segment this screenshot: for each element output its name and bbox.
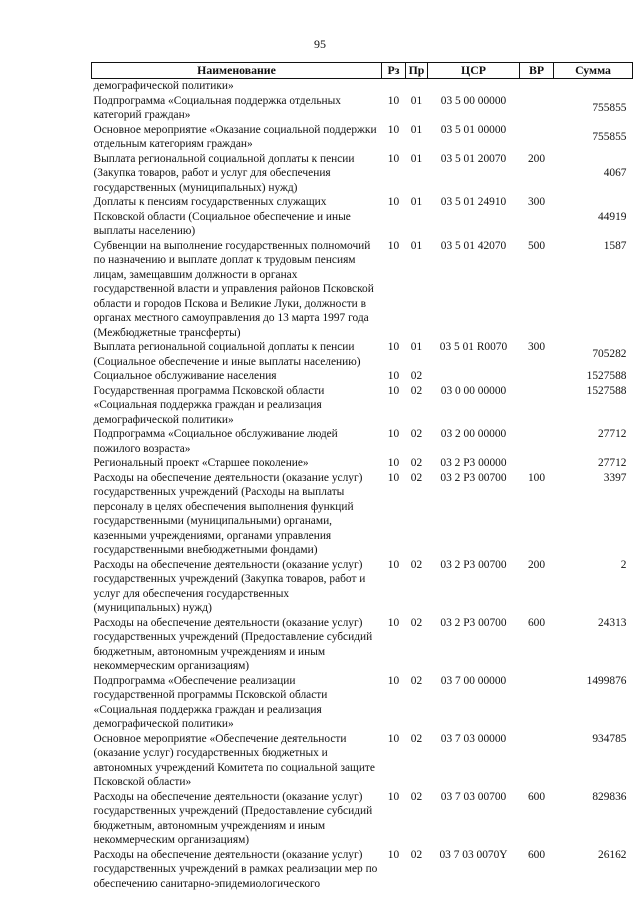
row-vr: 500 [527, 239, 546, 252]
table-row [92, 471, 633, 558]
row-name: Выплата региональной социальной доплаты к пенсии (Социальное обеспечение и иные выплаты населению) [93, 341, 361, 368]
row-pr: 02 [410, 732, 423, 745]
row-csr: 03 2 P3 00700 [440, 558, 507, 571]
row-csr: 03 2 00 00000 [440, 428, 507, 440]
row-csr: 03 5 01 R0070 [439, 341, 508, 353]
table-row [92, 340, 633, 369]
row-pr: 02 [410, 674, 423, 687]
row-pr: 01 [410, 341, 423, 353]
row-vr [520, 123, 554, 152]
table-header [92, 63, 633, 79]
row-sum: 1587 [603, 239, 627, 252]
row-csr: 03 2 P3 00000 [440, 457, 507, 469]
table-row [92, 456, 633, 471]
table-row [92, 94, 633, 123]
row-vr: 600 [527, 790, 546, 803]
row-name: Региональный проект «Старшее поколение» [93, 457, 309, 469]
row-pr: 02 [410, 370, 423, 382]
table-row [92, 123, 633, 152]
page-number: 95 [314, 37, 326, 51]
row-rz: 10 [387, 196, 400, 208]
row-sum: 755855 [592, 130, 627, 143]
table-row [92, 848, 633, 892]
row-name: Выплата региональной социальной доплаты к пенсии (Закупка товаров, работ и услуг для обеспечения государственных (муниципальных) нужд) [93, 152, 355, 194]
row-vr: 300 [527, 341, 546, 353]
row-sum: 26162 [598, 848, 627, 861]
row-sum: 27712 [598, 457, 627, 469]
row-rz: 10 [387, 239, 400, 252]
row-csr [428, 79, 520, 94]
row-csr: 03 7 03 00700 [440, 790, 507, 803]
row-name: Субвенции на выполнение государственных полномочий по назначению и выплате доплат к трудовым пенсиям лицам, замещавшим должности в органах государственной власти и управления районов Псковской области и городов Пскова и Великие Луки, должности в органах местного самоуправления до 13 марта 1997 года (Межбюджетные трансферты) [93, 239, 374, 339]
row-sum: 755855 [592, 101, 627, 114]
row-sum: 829836 [592, 790, 627, 803]
header-vr: ВР [520, 63, 554, 79]
row-rz: 10 [387, 674, 400, 687]
row-pr: 01 [410, 94, 423, 107]
row-pr: 01 [410, 152, 423, 165]
row-rz: 10 [387, 457, 400, 469]
table-row [92, 790, 633, 848]
row-sum: 3397 [603, 471, 627, 484]
row-sum: 2 [620, 558, 627, 571]
row-rz: 10 [387, 848, 400, 861]
row-pr: 02 [410, 616, 423, 629]
table-row [92, 79, 633, 94]
row-csr: 03 5 00 00000 [440, 94, 507, 107]
table-body [92, 79, 633, 892]
row-sum: 4067 [603, 167, 627, 179]
row-sum: 705282 [592, 348, 627, 361]
row-csr: 03 5 01 24910 [440, 196, 507, 208]
row-rz [382, 79, 406, 94]
row-vr [520, 94, 554, 123]
row-rz: 10 [387, 94, 400, 107]
row-pr: 02 [410, 384, 423, 397]
row-name: Расходы на обеспечение деятельности (оказание услуг) государственных учреждений (Закупка товаров, работ и услуг для обеспечения государственных (муниципальных) нужд) [93, 558, 366, 614]
table-row [92, 732, 633, 790]
row-vr [520, 674, 554, 732]
table-row [92, 616, 633, 674]
row-vr: 300 [527, 196, 546, 208]
row-name: Доплаты к пенсиям государственных служащих Псковской области (Социальное обеспечение и иные выплаты населению) [93, 196, 351, 237]
header-name: Наименование [92, 63, 382, 79]
row-csr: 03 7 03 00000 [440, 732, 507, 745]
row-name: Основное мероприятие «Обеспечение деятельности (оказание услуг) государственных бюджетных и автономных учреждений Комитета по социальной защите Псковской области» [93, 732, 375, 788]
table-row [92, 384, 633, 428]
row-name: Государственная программа Псковской области «Социальная поддержка граждан и реализация демографической политики» [93, 384, 325, 426]
row-sum: 934785 [592, 732, 627, 745]
row-sum: 1499876 [586, 674, 627, 687]
row-csr: 03 7 03 0070Y [439, 848, 508, 861]
row-sum: 24313 [598, 616, 627, 629]
row-vr [520, 456, 554, 471]
row-sum: 27712 [598, 428, 627, 440]
row-rz: 10 [387, 558, 400, 571]
table-row [92, 152, 633, 196]
row-vr: 200 [527, 152, 546, 165]
row-csr: 03 5 01 42070 [440, 239, 507, 252]
row-rz: 10 [387, 471, 400, 484]
row-csr: 03 7 00 00000 [440, 674, 507, 687]
row-sum [554, 79, 633, 94]
row-pr: 02 [410, 848, 423, 861]
row-rz: 10 [387, 370, 400, 382]
row-rz: 10 [387, 428, 400, 440]
row-name: Основное мероприятие «Оказание социальной поддержки отдельным категориям граждан» [93, 123, 377, 150]
table-row [92, 195, 633, 239]
row-pr: 02 [410, 471, 423, 484]
header-pr: Пр [406, 63, 428, 79]
row-sum: 1527588 [586, 370, 627, 382]
row-name: Расходы на обеспечение деятельности (оказание услуг) государственных учреждений (Предоставление субсидий бюджетным, автономным учреждениям и иным некоммерческим организациям) [93, 616, 373, 672]
row-vr [520, 79, 554, 94]
row-name: Социальное обслуживание населения [93, 370, 277, 382]
table-row [92, 427, 633, 456]
row-csr: 03 2 P3 00700 [440, 616, 507, 629]
row-pr: 02 [410, 558, 423, 571]
row-rz: 10 [387, 341, 400, 353]
row-name: Подпрограмма «Социальное обслуживание людей пожилого возраста» [93, 428, 338, 455]
row-vr [520, 732, 554, 790]
row-vr: 100 [527, 471, 546, 484]
row-pr: 02 [410, 428, 423, 440]
row-name: Расходы на обеспечение деятельности (оказание услуг) государственных учреждений (Предоставление субсидий бюджетным, автономным учреждениям и иным некоммерческим организациям) [93, 790, 373, 846]
row-rz: 10 [387, 616, 400, 629]
table-row [92, 558, 633, 616]
row-csr: 03 5 01 00000 [440, 123, 507, 136]
row-name: демографической политики» [93, 80, 234, 92]
row-vr: 200 [527, 558, 546, 571]
row-pr: 01 [410, 196, 423, 208]
header-sum: Сумма [554, 63, 633, 79]
row-name: Подпрограмма «Социальная поддержка отдельных категорий граждан» [93, 94, 341, 121]
row-name: Подпрограмма «Обеспечение реализации государственной программы Псковской области «Социальная поддержка граждан и реализация демографической политики» [93, 674, 328, 730]
row-rz: 10 [387, 384, 400, 397]
row-pr [406, 79, 428, 94]
table-row [92, 369, 633, 384]
row-rz: 10 [387, 152, 400, 165]
row-vr [520, 384, 554, 428]
row-vr: 600 [527, 848, 546, 861]
row-pr: 02 [410, 790, 423, 803]
row-csr: 03 2 P3 00700 [440, 471, 507, 484]
row-csr: 03 0 00 00000 [440, 384, 507, 397]
row-name: Расходы на обеспечение деятельности (оказание услуг) государственных учреждений (Расходы на выплаты персоналу в целях обеспечения выполнения функций государственными (муниципальными) органами, казенными учреждениями, органами управления государственными внебюджетными фондами) [93, 471, 363, 556]
budget-table [91, 62, 633, 891]
row-pr: 01 [410, 239, 423, 252]
row-rz: 10 [387, 790, 400, 803]
row-pr: 01 [410, 123, 423, 136]
row-csr: 03 5 01 20070 [440, 152, 507, 165]
row-name: Расходы на обеспечение деятельности (оказание услуг) государственных учреждений в рамках реализации мер по обеспечению санитарно-эпидемиологического [93, 848, 378, 890]
row-vr [520, 427, 554, 456]
header-csr: ЦСР [428, 63, 520, 79]
row-rz: 10 [387, 123, 400, 136]
table-row [92, 674, 633, 732]
header-rz: Рз [382, 63, 406, 79]
row-sum: 1527588 [586, 384, 627, 397]
table-row [92, 239, 633, 341]
row-rz: 10 [387, 732, 400, 745]
row-csr [428, 369, 520, 384]
row-pr: 02 [410, 457, 423, 469]
row-sum: 44919 [598, 210, 627, 223]
row-vr: 600 [527, 616, 546, 629]
row-vr [520, 369, 554, 384]
